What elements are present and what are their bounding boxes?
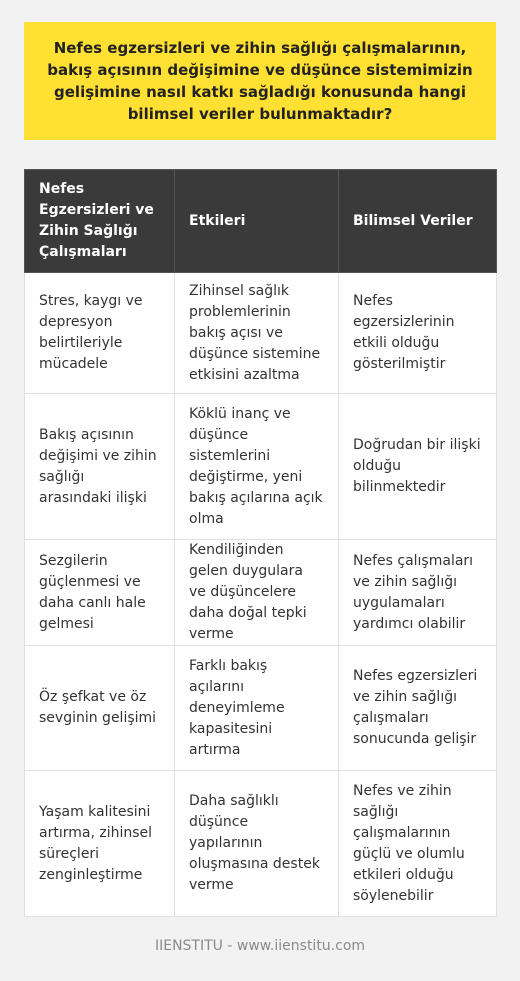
footer-credit: IIENSTITU - www.iienstitu.com xyxy=(154,938,366,954)
table-row xyxy=(25,273,497,394)
table-cell: Nefes ve zihin sağlığı çalışmalarının güçlü ve olumlu etkileri olduğu söylenebilir xyxy=(339,771,497,917)
table-cell: Bakış açısının değişimi ve zihin sağlığı arasındaki ilişki xyxy=(25,394,175,540)
table-header xyxy=(25,170,497,273)
table-cell: Köklü inanç ve düşünce sistemlerini değiştirme, yeni bakış açılarına açık olma xyxy=(175,394,339,540)
table-cell: Kendiliğinden gelen duygulara ve düşüncelere daha doğal tepki verme xyxy=(175,540,339,646)
table-row xyxy=(25,540,497,646)
header-cell-scientific-data: Bilimsel Veriler xyxy=(339,170,497,273)
page-title: Nefes egzersizleri ve zihin sağlığı çalışmalarının, bakış açısının değişimine ve düşünce sistemimizin gelişimine nasıl katkı sağladığı konusunda hangi bilimsel veriler bulunmaktadır? xyxy=(47,39,473,123)
header-row xyxy=(25,170,497,273)
table-cell: Zihinsel sağlık problemlerinin bakış açısı ve düşünce sistemine etkisini azaltma xyxy=(175,273,339,394)
title-banner xyxy=(24,22,496,140)
table-cell: Öz şefkat ve öz sevginin gelişimi xyxy=(25,646,175,771)
header-cell-practices: Nefes Egzersizleri ve Zihin Sağlığı Çalışmaları xyxy=(25,170,175,273)
table-cell: Doğrudan bir ilişki olduğu bilinmektedir xyxy=(339,394,497,540)
table-cell: Stres, kaygı ve depresyon belirtileriyle mücadele xyxy=(25,273,175,394)
info-table xyxy=(24,169,497,917)
table-body xyxy=(25,273,497,917)
table-cell: Sezgilerin güçlenmesi ve daha canlı hale gelmesi xyxy=(25,540,175,646)
table-cell: Nefes egzersizlerinin etkili olduğu gösterilmiştir xyxy=(339,273,497,394)
table-cell: Daha sağlıklı düşünce yapılarının oluşmasına destek verme xyxy=(175,771,339,917)
table-cell: Nefes egzersizleri ve zihin sağlığı çalışmaları sonucunda gelişir xyxy=(339,646,497,771)
table-row xyxy=(25,771,497,917)
table-cell: Farklı bakış açılarını deneyimleme kapasitesini artırma xyxy=(175,646,339,771)
table-cell: Nefes çalışmaları ve zihin sağlığı uygulamaları yardımcı olabilir xyxy=(339,540,497,646)
header-cell-effects: Etkileri xyxy=(175,170,339,273)
table-row xyxy=(25,646,497,771)
table-cell: Yaşam kalitesini artırma, zihinsel süreçleri zenginleştirme xyxy=(25,771,175,917)
table-row xyxy=(25,394,497,540)
